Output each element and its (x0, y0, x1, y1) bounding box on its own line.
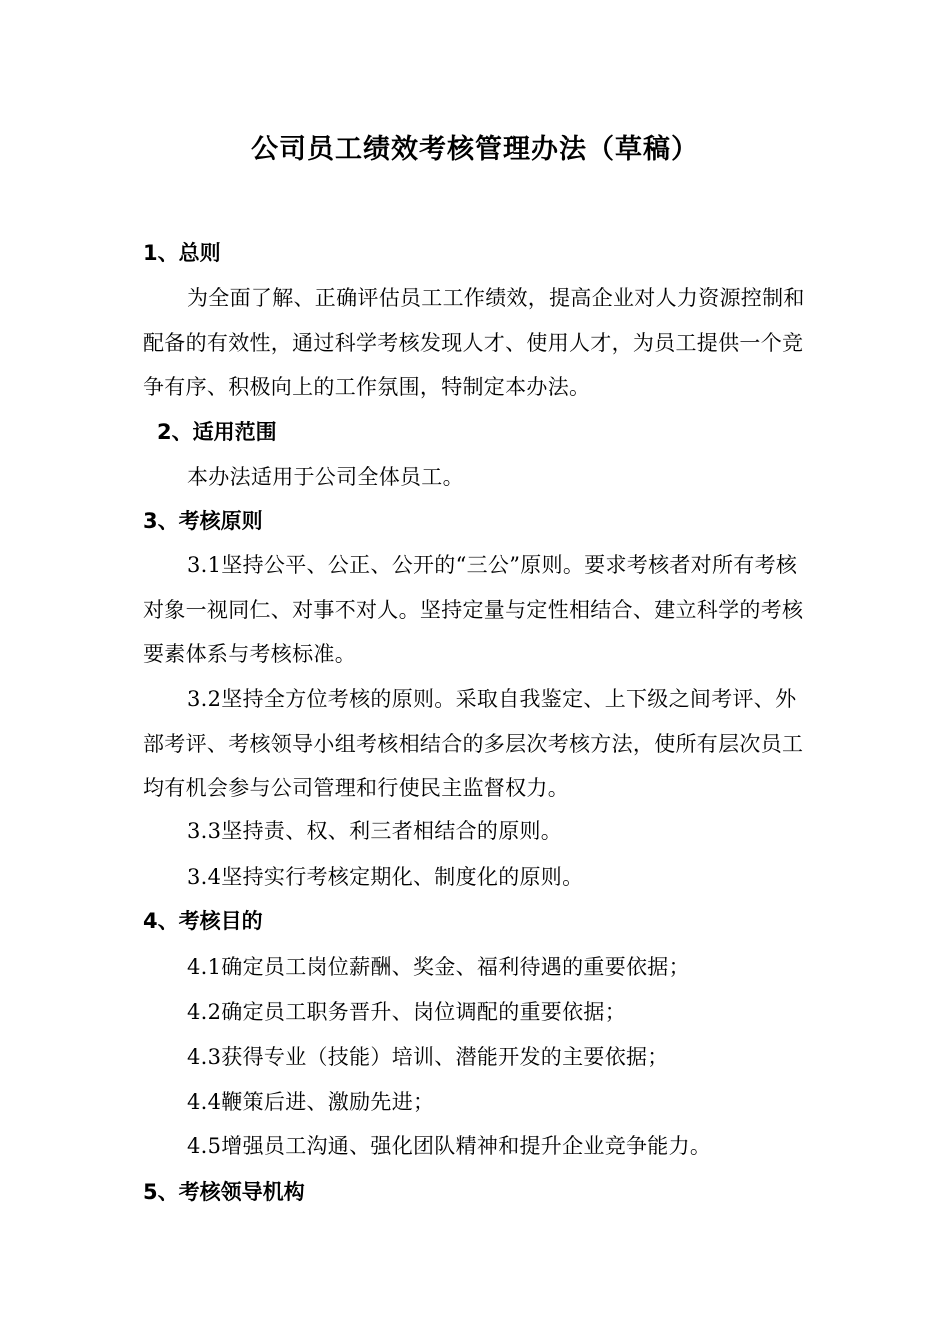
objective-item-4-2: 4.2确定员工职务晋升、岗位调配的重要依据； (187, 1000, 626, 1024)
objective-item-4-1: 4.1确定员工岗位薪酬、奖金、福利待遇的重要依据； (187, 955, 690, 979)
section-paragraph-scope: 本办法适用于公司全体员工。 (187, 465, 464, 489)
document-title: 公司员工绩效考核管理办法（草稿） (251, 134, 699, 165)
section-heading-objectives: 4、考核目的 (143, 909, 263, 933)
principle-item-3-4: 3.4坚持实行考核定期化、制度化的原则。 (187, 865, 584, 889)
section-heading-principles: 3、考核原则 (143, 509, 263, 533)
objective-item-4-5: 4.5增强员工沟通、强化团队精神和提升企业竞争能力。 (187, 1134, 712, 1158)
principle-item-3-3: 3.3坚持责、权、利三者相结合的原则。 (187, 819, 563, 843)
section-heading-general: 1、总则 (143, 241, 221, 265)
principle-paragraph-3-2: 3.2坚持全方位考核的原则。采取自我鉴定、上下级之间考评、外部考评、考核领导小组考核相结合的多层次考核方法，使所有层次员工均有机会参与公司管理和行使民主监督权力。 (143, 687, 804, 800)
section-heading-leadership: 5、考核领导机构 (143, 1180, 305, 1204)
section-heading-scope: 2、适用范围 (157, 420, 277, 444)
principle-paragraph-3-1: 3.1坚持公平、公正、公开的“三公”原则。要求考核者对所有考核对象一视同仁、对事不对人。坚持定量与定性相结合、建立科学的考核要素体系与考核标准。 (143, 553, 804, 666)
section-paragraph-general: 为全面了解、正确评估员工工作绩效，提高企业对人力资源控制和配备的有效性，通过科学考核发现人才、使用人才，为员工提供一个竞争有序、积极向上的工作氛围，特制定本办法。 (143, 286, 805, 399)
objective-item-4-4: 4.4鞭策后进、激励先进； (187, 1090, 435, 1114)
objective-item-4-3: 4.3获得专业（技能）培训、潜能开发的主要依据； (187, 1045, 669, 1069)
